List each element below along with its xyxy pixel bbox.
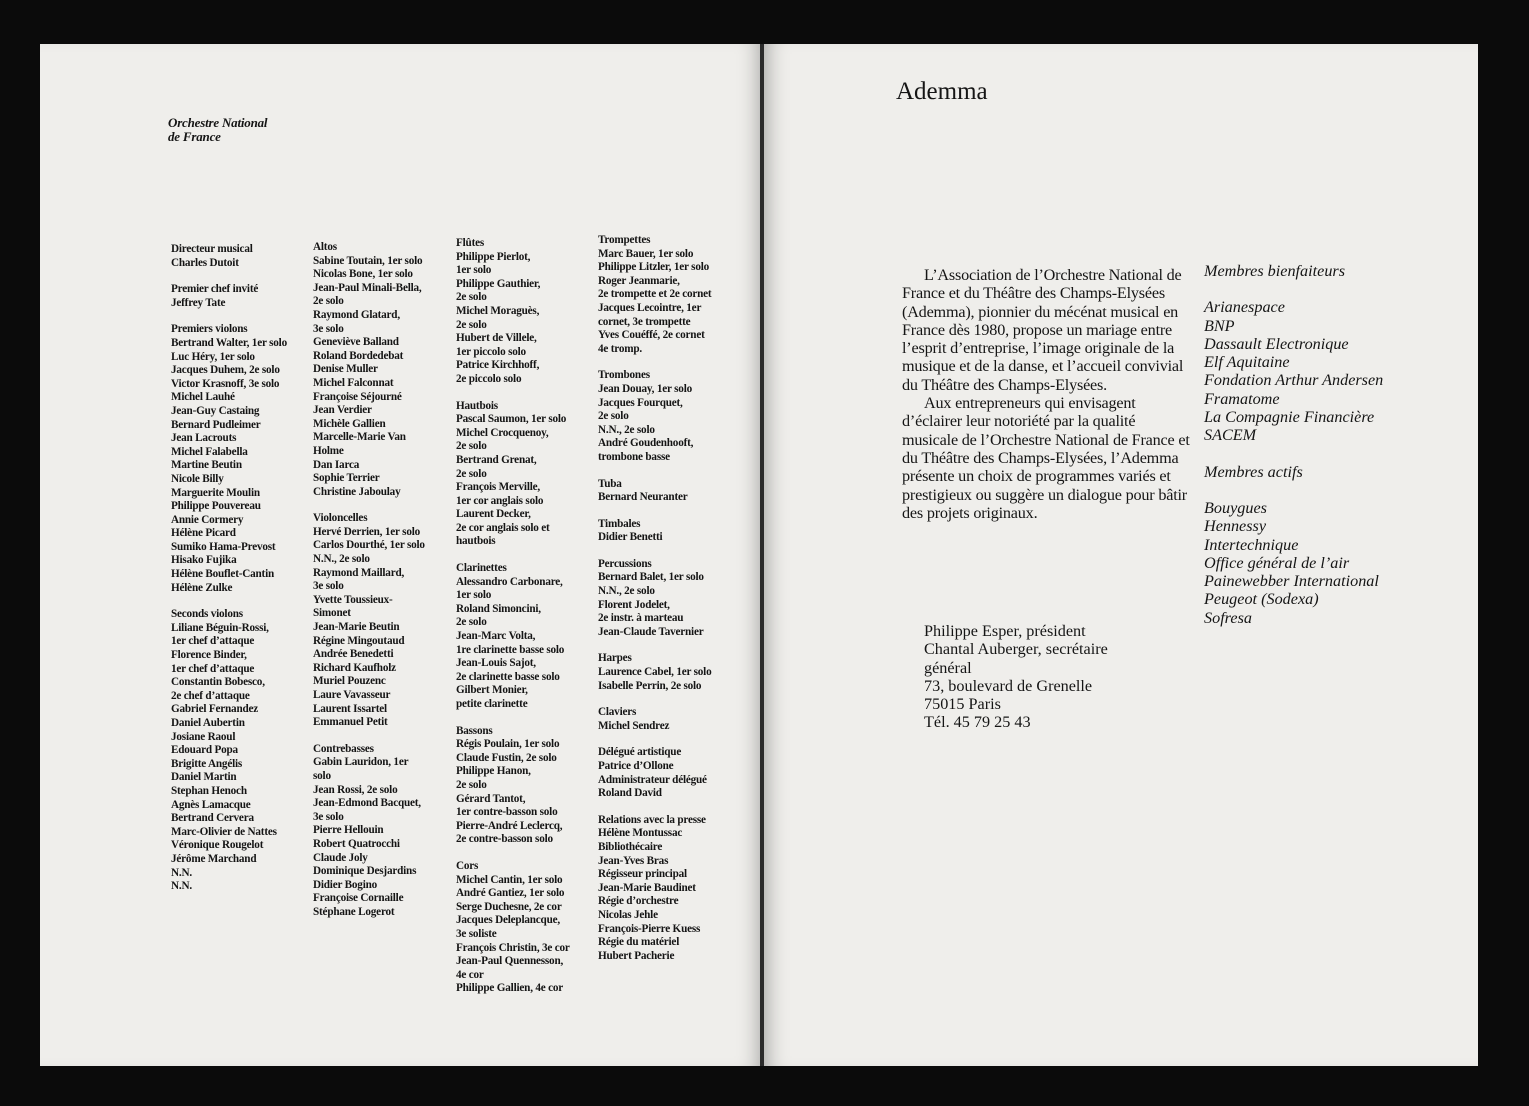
roster-section <box>598 558 712 640</box>
members-group-title: Membres bienfaiteurs <box>1204 262 1346 280</box>
roster-line: 1er chef d’attaque <box>171 635 255 648</box>
roster-line: Michel Falabella <box>171 445 248 458</box>
roster-line: Daniel Aubertin <box>171 717 245 729</box>
roster-line: Claude Fustin, 2e solo <box>456 751 557 764</box>
roster-line: Jean-Claude Tavernier <box>598 625 704 638</box>
roster-section <box>456 860 570 996</box>
section-heading: Cors <box>456 859 479 872</box>
roster-line: Yves Couéffé, 2e cornet <box>598 329 705 342</box>
roster-line: Richard Kaufholz <box>313 661 396 674</box>
roster-line: Dan Iarca <box>313 458 360 471</box>
roster-column-3 <box>456 237 570 1009</box>
roster-line: Annie Cormery <box>171 513 244 526</box>
roster-line: Hubert Pacherie <box>598 949 675 962</box>
roster-line: Philippe Litzler, 1er solo <box>598 261 710 274</box>
roster-line: solo <box>313 769 331 782</box>
signature-line: Philippe Esper, président <box>924 622 1086 640</box>
roster-line: Bernard Balet, 1er solo <box>598 571 704 584</box>
roster-line: Victor Krasnoff, 3e solo <box>171 377 280 390</box>
member-name: Fondation Arthur Andersen <box>1204 371 1384 390</box>
roster-line: Marguerite Moulin <box>171 486 260 499</box>
members-list <box>1204 262 1383 645</box>
roster-line: Robert Quatrocchi <box>313 837 400 850</box>
section-heading: Délégué artistique <box>598 746 682 759</box>
signature-line: 75015 Paris <box>924 695 1001 714</box>
roster-line: Philippe Gallien, 4e cor <box>456 982 564 995</box>
roster-line: 2e solo <box>313 295 344 308</box>
roster-line: N.N. <box>171 880 192 893</box>
roster-line: Philippe Hanon, <box>456 765 531 778</box>
member-name: Painewebber International <box>1204 572 1379 591</box>
roster-line: Gérard Tantot, <box>456 792 526 805</box>
roster-line: Isabelle Perrin, 2e solo <box>598 679 702 692</box>
roster-line: Pascal Saumon, 1er solo <box>456 413 567 426</box>
roster-line: Muriel Pouzenc <box>313 675 386 688</box>
roster-line: Jean Douay, 1er solo <box>598 382 692 395</box>
right-page <box>764 44 1478 1066</box>
roster-line: Bibliothécaire <box>598 840 663 853</box>
roster-line: Andrée Benedetti <box>313 648 394 661</box>
members-group <box>1204 262 1383 445</box>
roster-line: Jean-Guy Castaing <box>171 404 260 417</box>
section-heading: Tuba <box>598 477 622 490</box>
orchestra-title-line-2: de France <box>168 129 221 144</box>
roster-line: Constantin Bobesco, <box>171 676 265 689</box>
roster-line: 2e solo <box>456 318 487 331</box>
member-name: Arianespace <box>1204 298 1285 317</box>
section-heading: Claviers <box>598 706 637 719</box>
roster-section <box>171 243 287 270</box>
roster-line: Michel Falconnat <box>313 376 394 389</box>
roster-line: N.N., 2e solo <box>313 553 370 566</box>
roster-line: Patrice Kirchhoff, <box>456 359 540 372</box>
roster-line: Michel Crocquenoy, <box>456 426 549 439</box>
roster-line: Régie du matériel <box>598 936 680 949</box>
orchestra-title <box>168 116 267 144</box>
members-group-title: Membres actifs <box>1204 462 1303 481</box>
roster-line: Hervé Derrien, 1er solo <box>313 525 421 538</box>
roster-line: Michel Cantin, 1er solo <box>456 873 563 886</box>
roster-line: Hisako Fujika <box>171 554 237 567</box>
roster-line: Stéphane Logerot <box>313 905 395 918</box>
roster-line: Bertrand Walter, 1er solo <box>171 336 287 349</box>
roster-line: Laurent Issartel <box>313 702 387 715</box>
roster-line: Nicolas Jehle <box>598 908 658 921</box>
section-heading: Hautbois <box>456 399 498 412</box>
section-heading: Trompettes <box>598 234 651 246</box>
member-name: Elf Aquitaine <box>1204 353 1290 372</box>
roster-line: trombone basse <box>598 450 670 463</box>
signature-line: Chantal Auberger, secrétaire <box>924 640 1108 659</box>
roster-section <box>456 562 570 712</box>
roster-line: Françoise Cornaille <box>313 892 404 905</box>
roster-line: Didier Benetti <box>598 531 663 544</box>
roster-line: Jean-Marc Volta, <box>456 630 536 643</box>
section-heading: Percussions <box>598 557 652 570</box>
roster-line: Laurent Decker, <box>456 508 531 521</box>
roster-line: 4e tromp. <box>598 342 642 355</box>
roster-line: Bernard Pudleimer <box>171 418 261 431</box>
roster-line: François-Pierre Kuess <box>598 922 701 935</box>
roster-line: Hélène Montussac <box>598 827 683 840</box>
roster-line: N.N. <box>171 866 192 879</box>
roster-line: Edouard Popa <box>171 744 238 757</box>
roster-line: Régisseur principal <box>598 868 687 881</box>
roster-line: Carlos Dourthé, 1er solo <box>313 539 425 552</box>
roster-section <box>313 743 425 920</box>
roster-line: Didier Bogino <box>313 878 378 891</box>
roster-line: Yvette Toussieux- <box>313 593 393 606</box>
roster-line: Simonet <box>313 607 351 620</box>
roster-line: Jean-Yves Bras <box>598 854 669 867</box>
association-paragraph-2: Aux entrepreneurs qui envisagent d’éclairer leur notoriété par la qualité musicale de l’Orchestre National de France et du Théâtre des Champs-Elysées, l’Ademma présente un choix de programmes variés et prestigieux ou suggère un dialogue pour bâtir des projets originaux. <box>902 394 1190 522</box>
roster-line: 2e cor anglais solo et <box>456 521 550 534</box>
roster-line: 1er solo <box>456 264 492 277</box>
roster-line: Jean Lacrouts <box>171 432 237 445</box>
roster-line: Laurence Cabel, 1er solo <box>598 666 712 679</box>
roster-line: François Christin, 3e cor <box>456 941 570 954</box>
member-name: Framatome <box>1204 389 1280 408</box>
roster-line: Nicolas Bone, 1er solo <box>313 268 413 281</box>
roster-column-4 <box>598 234 712 976</box>
roster-section <box>598 369 712 464</box>
roster-line: Patrice d’Ollone <box>598 760 674 772</box>
roster-line: Pierre Hellouin <box>313 824 384 837</box>
roster-line: Nicole Billy <box>171 472 224 485</box>
roster-line: Laure Vavasseur <box>313 689 391 701</box>
member-name: BNP <box>1204 316 1235 335</box>
member-name: La Compagnie Financière <box>1204 408 1375 427</box>
section-heading: Premier chef invité <box>171 283 259 296</box>
section-heading: Seconds violons <box>171 608 243 621</box>
roster-line: Jacques Lecointre, 1er <box>598 301 702 314</box>
roster-line: Roger Jeanmarie, <box>598 274 680 287</box>
roster-line: Philippe Pierlot, <box>456 250 531 263</box>
member-name: SACEM <box>1204 426 1257 445</box>
section-heading: Flûtes <box>456 237 485 249</box>
roster-line: Hubert de Villele, <box>456 332 537 345</box>
roster-line: Holme <box>313 444 344 457</box>
roster-line: Jean-Marie Baudinet <box>598 881 696 894</box>
roster-line: petite clarinette <box>456 698 528 710</box>
roster-line: Agnès Lamacque <box>171 798 251 811</box>
left-page <box>40 44 762 1066</box>
roster-section <box>456 237 570 387</box>
roster-line: Martine Beutin <box>171 459 242 472</box>
roster-line: hautbois <box>456 535 496 548</box>
signature-line: général <box>924 658 972 677</box>
roster-line: Bertrand Grenat, <box>456 453 537 466</box>
roster-line: cornet, 3e trompette <box>598 315 691 328</box>
roster-line: André Gantiez, 1er solo <box>456 887 565 900</box>
member-name: Office général de l’air <box>1204 553 1350 572</box>
section-heading: Timbales <box>598 517 641 530</box>
association-text <box>902 266 1192 522</box>
roster-line: Marc-Olivier de Nattes <box>171 825 277 838</box>
roster-line: Gabin Lauridon, 1er <box>313 756 409 769</box>
section-heading: Altos <box>313 241 337 253</box>
roster-line: Josiane Raoul <box>171 730 236 743</box>
roster-line: 2e solo <box>456 291 487 304</box>
roster-section <box>598 478 712 505</box>
roster-line: Florent Jodelet, <box>598 598 670 611</box>
roster-section <box>456 725 570 847</box>
roster-line: Geneviève Balland <box>313 336 399 349</box>
roster-line: 3e solo <box>313 810 344 823</box>
roster-line: Bertrand Cervera <box>171 812 254 825</box>
roster-line: Jean-Paul Quennesson, <box>456 955 564 968</box>
signature-line: 73, boulevard de Grenelle <box>924 676 1093 695</box>
signature-block <box>924 622 1108 732</box>
member-name: Hennessy <box>1204 517 1267 536</box>
roster-line: Administrateur délégué <box>598 773 707 786</box>
roster-line: Philippe Gauthier, <box>456 277 541 290</box>
roster-section <box>598 746 712 800</box>
roster-line: Régie d’orchestre <box>598 895 679 908</box>
roster-line: Jeffrey Tate <box>171 296 226 309</box>
roster-line: Roland Bordedebat <box>313 349 404 362</box>
roster-line: Marc Bauer, 1er solo <box>598 247 694 260</box>
roster-line: 2e solo <box>598 410 629 423</box>
roster-line: 1er chef d’attaque <box>171 662 255 675</box>
roster-line: Sophie Terrier <box>313 472 380 485</box>
roster-line: N.N., 2e solo <box>598 585 655 598</box>
roster-line: 3e soliste <box>456 927 497 940</box>
roster-section <box>171 323 287 595</box>
roster-section <box>598 706 712 733</box>
roster-line: Jean-Edmond Bacquet, <box>313 797 421 810</box>
roster-line: 2e solo <box>456 616 487 629</box>
roster-line: 2e chef d’attaque <box>171 689 250 702</box>
roster-line: Jacques Duhem, 2e solo <box>171 364 280 377</box>
orchestra-title-line-1: Orchestre National <box>168 115 268 130</box>
roster-line: 3e solo <box>313 580 344 593</box>
member-name: Intertechnique <box>1204 535 1299 554</box>
roster-line: Liliane Béguin-Rossi, <box>171 621 269 634</box>
section-heading: Directeur musical <box>171 243 253 255</box>
roster-line: Serge Duchesne, 2e cor <box>456 900 562 913</box>
roster-line: Luc Héry, 1er solo <box>171 350 255 363</box>
roster-line: Véronique Rougelot <box>171 839 264 852</box>
roster-line: Jean-Paul Minali-Bella, <box>313 281 422 294</box>
roster-line: 1re clarinette basse solo <box>456 643 565 656</box>
member-name: Sofresa <box>1204 608 1252 627</box>
roster-line: Emmanuel Petit <box>313 716 388 729</box>
roster-line: N.N., 2e solo <box>598 423 655 436</box>
roster-line: Claude Joly <box>313 851 368 864</box>
roster-line: Raymond Maillard, <box>313 566 405 579</box>
roster-section <box>171 283 287 310</box>
roster-line: Jean Verdier <box>313 404 372 417</box>
roster-line: Marcelle-Marie Van <box>313 431 406 444</box>
roster-line: 3e solo <box>313 322 344 335</box>
roster-line: Jacques Fourquet, <box>598 396 683 409</box>
roster-line: 2e clarinette basse solo <box>456 670 560 683</box>
roster-line: Sumiko Hama-Prevost <box>171 540 276 553</box>
roster-section <box>598 234 712 356</box>
roster-line: Daniel Martin <box>171 771 237 784</box>
roster-line: Alessandro Carbonare, <box>456 575 563 588</box>
roster-line: 2e contre-basson solo <box>456 833 553 846</box>
member-name: Bouygues <box>1204 498 1267 517</box>
section-heading: Contrebasses <box>313 742 374 755</box>
roster-line: Roland David <box>598 787 662 800</box>
roster-line: Sabine Toutain, 1er solo <box>313 254 423 267</box>
roster-line: Gabriel Fernandez <box>171 703 259 716</box>
section-heading: Harpes <box>598 652 632 665</box>
roster-column-1 <box>171 243 287 907</box>
roster-line: 2e solo <box>456 440 487 453</box>
roster-line: 1er contre-basson solo <box>456 806 558 819</box>
roster-line: Régis Poulain, 1er solo <box>456 738 560 751</box>
roster-line: Hélène Bouflet-Cantin <box>171 568 275 581</box>
association-paragraph-1: L’Association de l’Orchestre National de France et du Théâtre des Champs-Elysées (Ademma), pionnier du mécénat musical en France dès 1980, propose un mariage entre l’esprit d’entreprise, l’image originale de la musique et de la danse, et l’accueil convivial du Théâtre des Champs-Elysées. <box>902 266 1184 394</box>
roster-line: 2e trompette et 2e cornet <box>598 288 712 301</box>
members-group <box>1204 463 1383 627</box>
roster-line: Charles Dutoit <box>171 256 239 269</box>
roster-section <box>313 241 425 499</box>
roster-line: François Merville, <box>456 481 541 494</box>
roster-line: Pierre-André Leclercq, <box>456 819 563 832</box>
roster-line: 2e solo <box>456 467 487 480</box>
roster-line: Bernard Neuranter <box>598 491 688 504</box>
roster-line: Florence Binder, <box>171 649 247 662</box>
roster-line: Dominique Desjardins <box>313 865 417 878</box>
signature-line: Tél. 45 79 25 43 <box>924 713 1031 732</box>
roster-line: Michel Sendrez <box>598 719 670 732</box>
roster-line: 4e cor <box>456 968 484 981</box>
roster-line: Hélène Picard <box>171 527 236 540</box>
section-heading: Bassons <box>456 724 493 737</box>
roster-line: Gilbert Monier, <box>456 684 528 697</box>
roster-line: Hélène Zulke <box>171 581 233 594</box>
section-heading: Relations avec la presse <box>598 813 706 826</box>
member-name: Peugeot (Sodexa) <box>1204 590 1319 609</box>
ademma-title: Ademma <box>896 78 988 105</box>
section-heading: Trombones <box>598 369 650 382</box>
member-name: Dassault Electronique <box>1204 334 1349 353</box>
roster-line: Jean-Marie Beutin <box>313 621 400 634</box>
roster-line: Jacques Deleplancque, <box>456 914 560 927</box>
roster-line: 2e instr. à marteau <box>598 612 684 625</box>
roster-line: Régine Mingoutaud <box>313 634 405 647</box>
roster-line: Jean-Louis Sajot, <box>456 657 536 670</box>
roster-line: 2e piccolo solo <box>456 372 522 385</box>
roster-line: Jean Rossi, 2e solo <box>313 783 398 796</box>
roster-section <box>598 652 712 693</box>
roster-line: Michèle Gallien <box>313 417 386 430</box>
roster-section <box>171 608 287 893</box>
roster-line: 1er cor anglais solo <box>456 494 544 507</box>
roster-section <box>598 814 712 964</box>
roster-column-2 <box>313 241 425 933</box>
roster-line: 2e solo <box>456 778 487 791</box>
roster-section <box>313 512 425 730</box>
roster-line: Roland Simoncini, <box>456 602 541 615</box>
roster-line: Christine Jaboulay <box>313 485 401 498</box>
roster-line: Stephan Henoch <box>171 784 247 797</box>
roster-section <box>456 400 570 550</box>
roster-section <box>598 518 712 545</box>
section-heading: Violoncelles <box>313 512 368 525</box>
roster-line: Françoise Séjourné <box>313 390 402 403</box>
roster-line: Jérôme Marchand <box>171 852 257 865</box>
roster-line: Michel Lauhé <box>171 391 235 404</box>
roster-line: Denise Muller <box>313 363 378 376</box>
roster-line: Philippe Pouvereau <box>171 500 261 513</box>
roster-line: Brigitte Angélis <box>171 757 243 770</box>
section-heading: Premiers violons <box>171 323 248 336</box>
roster-line: Michel Moraguès, <box>456 304 540 317</box>
roster-line: André Goudenhooft, <box>598 437 694 450</box>
section-heading: Clarinettes <box>456 562 507 575</box>
roster-line: 1er piccolo solo <box>456 345 526 358</box>
roster-line: Raymond Glatard, <box>313 308 400 321</box>
roster-line: 1er solo <box>456 589 492 602</box>
